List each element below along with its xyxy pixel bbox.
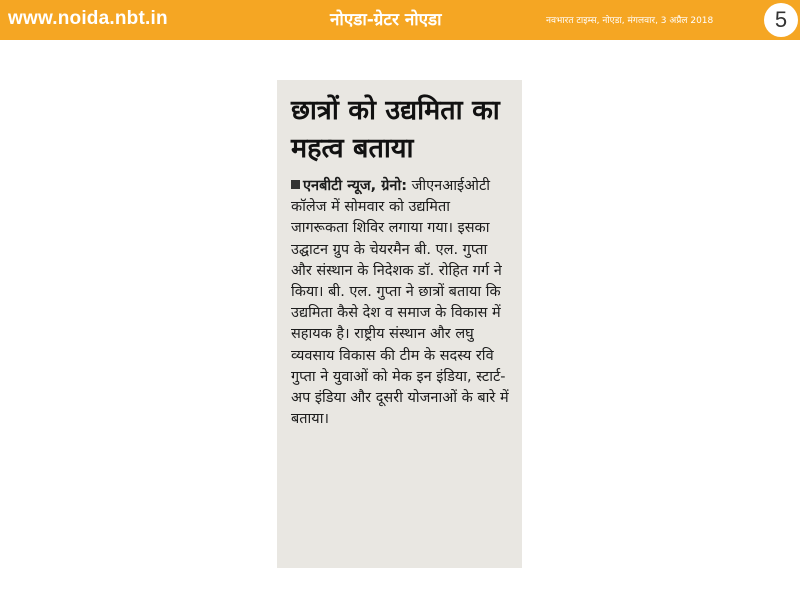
page-header-bar xyxy=(0,0,800,40)
dateline: नवभारत टाइम्स, नोएडा, मंगलवार, 3 अप्रैल 2018 xyxy=(546,16,714,26)
section-title: नोएडा-ग्रेटर नोएडा xyxy=(330,10,442,30)
page-number: 5 xyxy=(764,3,798,37)
site-url: www.noida.nbt.in xyxy=(8,8,168,29)
byline-square-icon xyxy=(291,180,300,189)
article-body-paragraph xyxy=(291,176,510,430)
news-clipping xyxy=(277,80,522,568)
article-body: जीएनआईओटी कॉलेज में सोमवार को उद्यमिता जागरूकता शिविर लगाया गया। इसका उद्घाटन ग्रुप के चेयरमैन बी. एल. गुप्ता और संस्थान के निदेशक डॉ. रोहित गर्ग ने किया। बी. एल. गुप्ता ने छात्रों बताया कि उद्यमिता कैसे देश व समाज के विकास में सहायक है। राष्ट्रीय संस्थान और लघु व्यवसाय विकास की टीम के सदस्य रवि गुप्ता ने युवाओं को मेक इन इंडिया, स्टार्ट-अप इंडिया और दूसरी योजनाओं के बारे में बताया। xyxy=(291,178,509,428)
article-headline: छात्रों को उद्यमिता का महत्व बताया xyxy=(291,95,500,164)
article-byline: एनबीटी न्यूज, ग्रेनो: xyxy=(303,178,407,194)
